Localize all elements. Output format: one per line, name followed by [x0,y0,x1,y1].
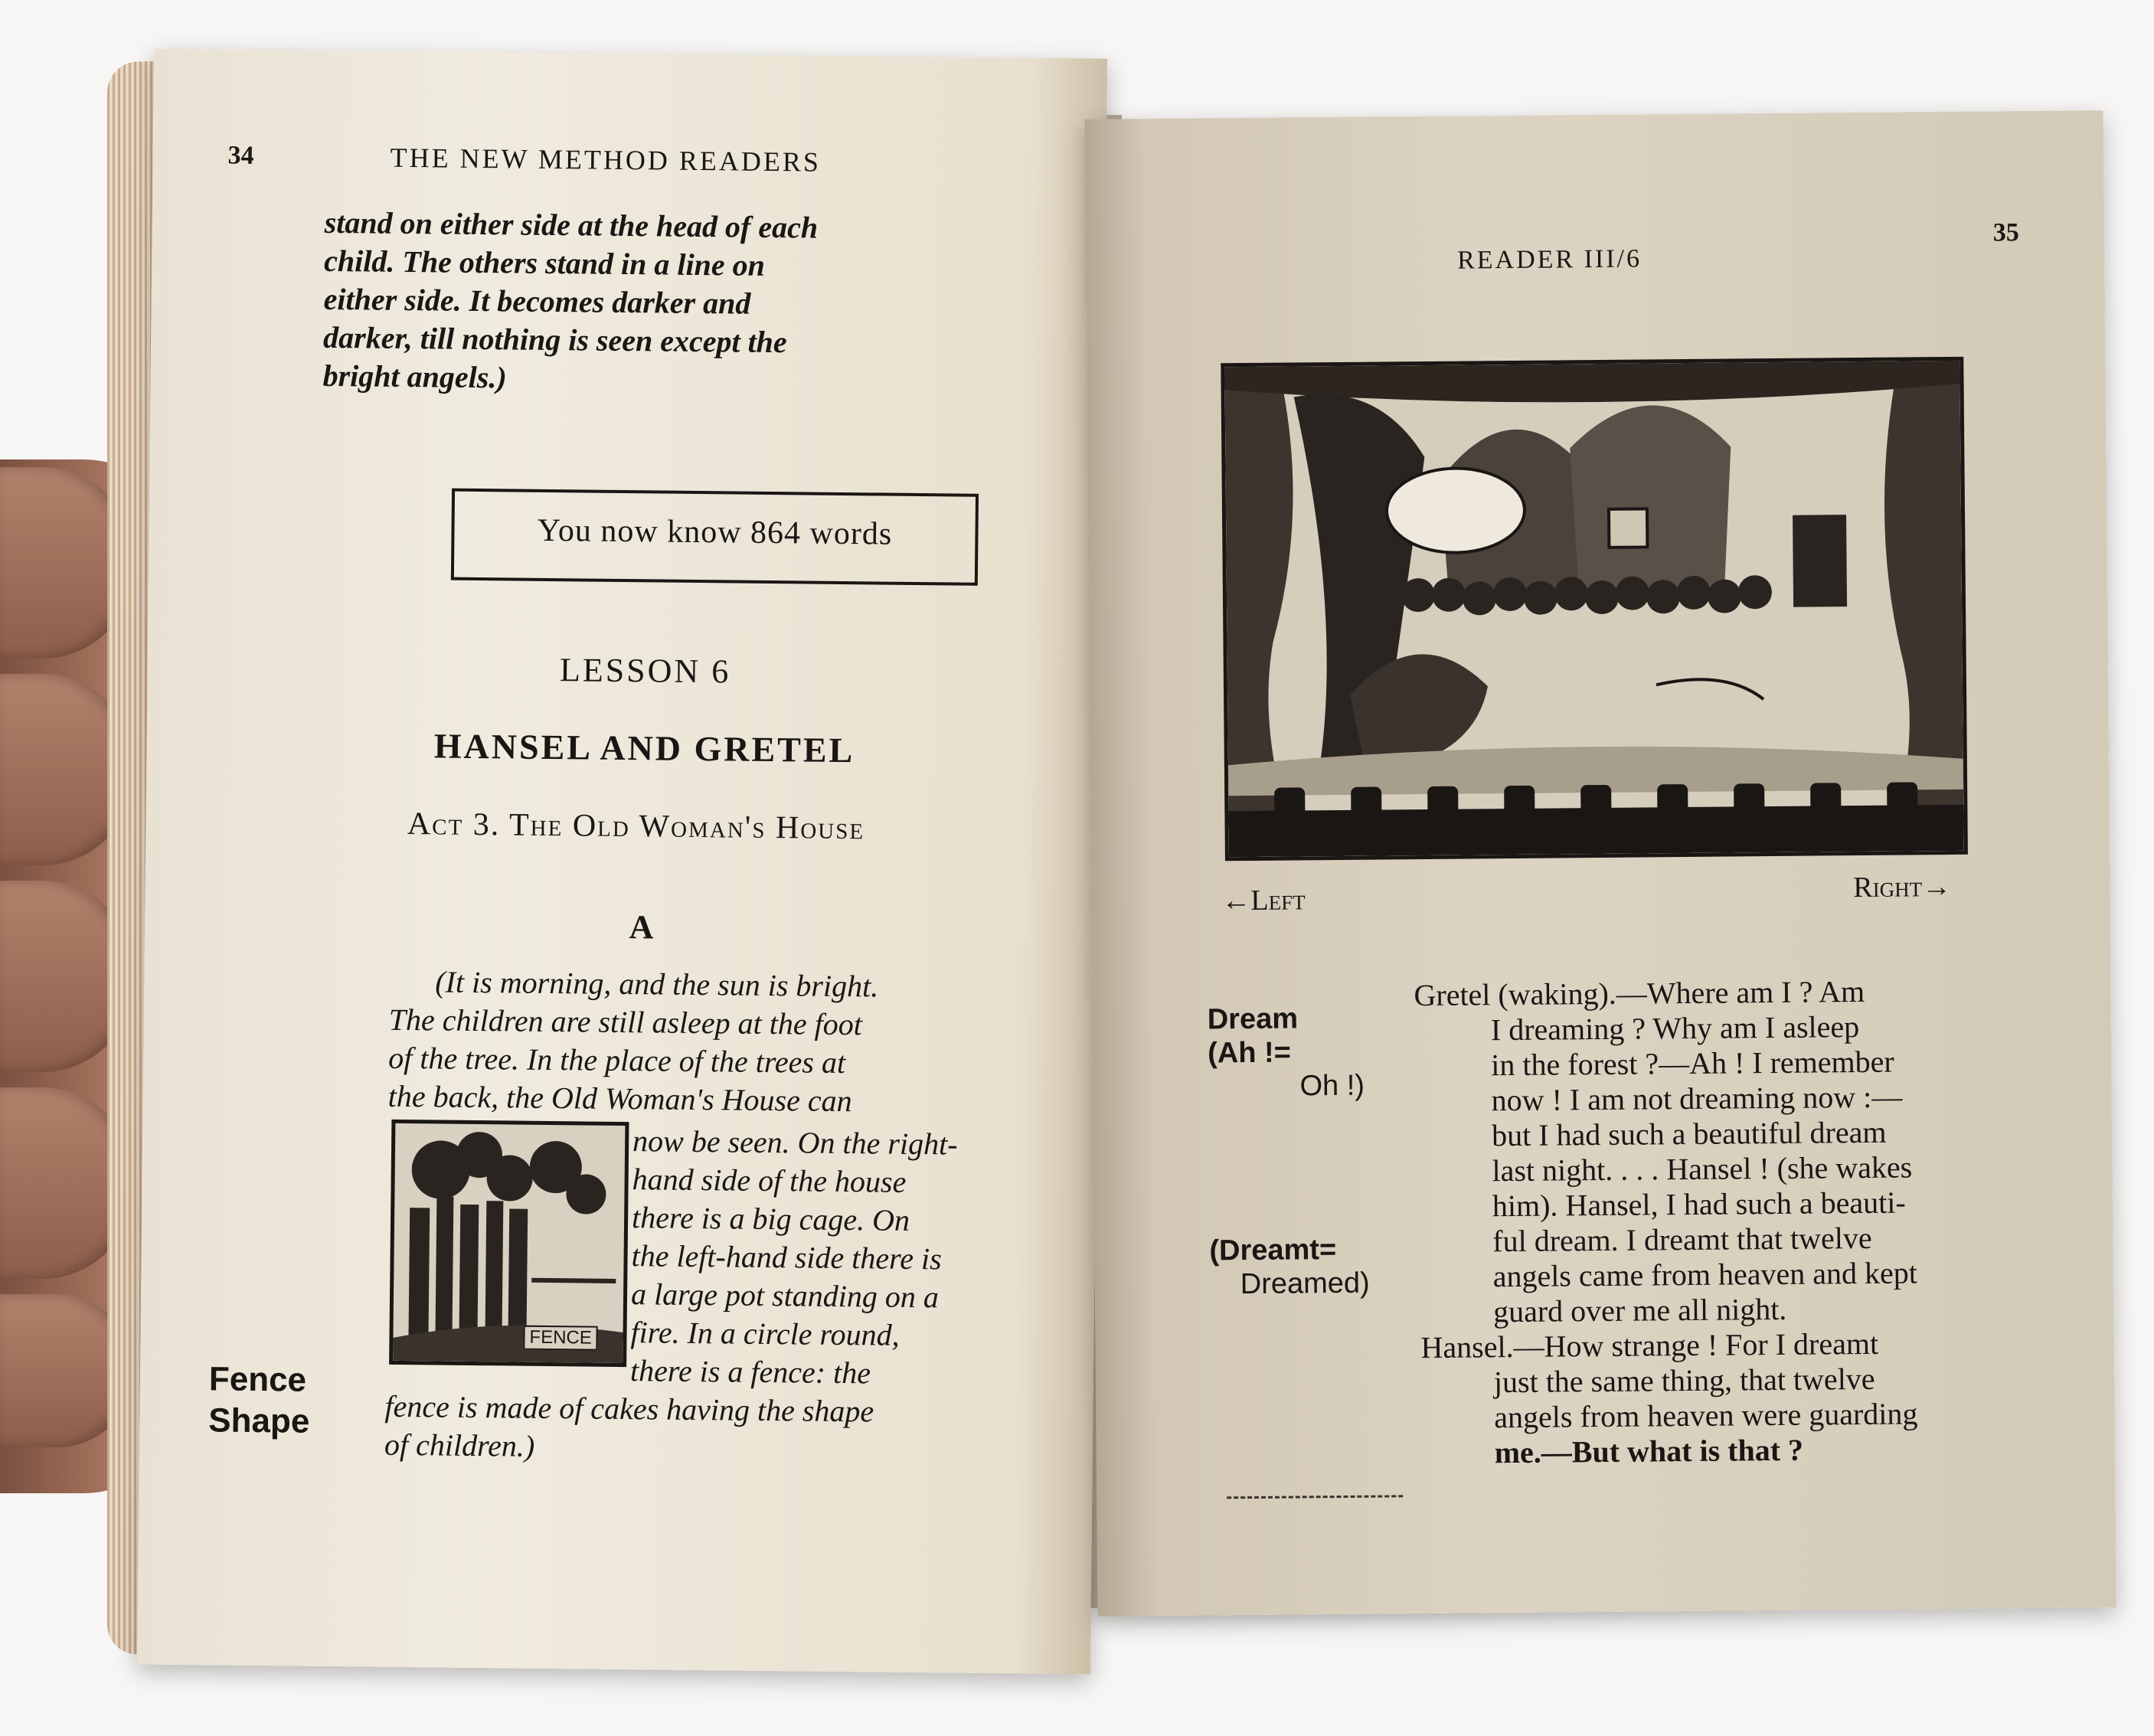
word-count-box: You now know 864 words [451,489,979,586]
right-margin-notes [1207,978,1394,1301]
margin-word: Dream [1207,1002,1299,1036]
text-line: there is a big cage. On [631,1200,910,1237]
text-line: a large pot standing on a [630,1277,940,1315]
dialogue-line: last night. . . . Hansel ! (she wakes [1492,1149,1913,1188]
text-line: stand on either side at the head of each [324,204,819,245]
margin-word: Oh !) [1299,1069,1365,1103]
text-line: either side. It becomes darker and [323,281,751,321]
text-line: child. The others stand in a line on [323,243,766,283]
dialogue-line: ful dream. I dreamt that twelve [1492,1220,1872,1259]
text-line: fence is made of cakes having the shape [384,1388,874,1429]
lesson-title: HANSEL AND GRETEL [433,726,855,770]
page-number: 35 [1992,218,2019,247]
margin-word: Dreamed) [1240,1267,1370,1301]
dialogue-line: but I had such a beautiful dream [1491,1114,1887,1153]
page-footer-rule [1227,1495,1403,1499]
margin-word: Shape [208,1401,310,1440]
dialogue-line: in the forest ?—Ah ! I remember [1491,1044,1894,1083]
stage-direction [388,963,987,1122]
margin-word: (Dreamt= [1209,1234,1337,1267]
dialogue [1414,973,2008,1471]
margin-word: (Ah != [1207,1036,1292,1070]
text-line: (It is morning, and the sun is bright. [435,964,879,1004]
lesson-number: LESSON 6 [559,651,731,691]
stage-drawing [1224,361,1964,857]
fence-illustration [389,1120,629,1367]
running-head: READER III/6 [1456,244,1642,275]
dialogue-line: him). Hansel, I had such a beauti- [1492,1185,1906,1224]
running-head: THE NEW METHOD READERS [390,142,822,178]
text-line: The children are still asleep at the foot [388,1002,863,1042]
right-page [1084,110,2116,1617]
dialogue-line: Hansel.—How strange ! For I dreamt [1420,1326,1879,1365]
stage-direction-end [384,1388,998,1470]
dialogue-line: me.—But what is that ? [1494,1432,1804,1470]
stage-right-label: Right→ [1853,871,1952,904]
margin-word: Fence [208,1360,307,1399]
text-line: now be seen. On the right- [632,1123,958,1162]
wrapped-stage-direction [630,1122,985,1394]
dialogue-line: angels came from heaven and kept [1492,1255,1918,1294]
text-line: of the tree. In the place of the trees at [388,1040,846,1081]
section-letter: A [629,908,656,946]
text-line: the back, the Old Woman's House can [387,1078,852,1119]
top-stage-direction [322,204,968,402]
text-line: bright angels.) [322,358,507,395]
dialogue-line: just the same thing, that twelve [1493,1361,1875,1400]
left-page [137,49,1107,1675]
text-line: of children.) [384,1427,535,1463]
stage-illustration [1221,357,1968,861]
dialogue-line: I dreaming ? Why am I asleep [1490,1009,1860,1048]
dialogue-line: now ! I am not dreaming now :— [1491,1079,1903,1118]
text-line: darker, till nothing is seen except the [322,319,787,360]
dialogue-line: guard over me all night. [1492,1291,1787,1329]
dialogue-line: Gretel (waking).—Where am I ? Am [1414,973,1865,1013]
page-number: 34 [227,141,254,170]
text-line: fire. In a circle round, [630,1315,900,1352]
text-line: hand side of the house [632,1162,907,1199]
text-line: the left-hand side there is [631,1238,942,1277]
dialogue-line: angels from heaven were guarding [1494,1396,1918,1435]
text-line: there is a fence: the [629,1353,871,1391]
stage-left-label: ←Left [1221,884,1306,917]
fence-label: FENCE [523,1326,598,1351]
margin-vocabulary [208,1358,310,1442]
act-title: Act 3. The Old Woman's House [407,806,865,847]
